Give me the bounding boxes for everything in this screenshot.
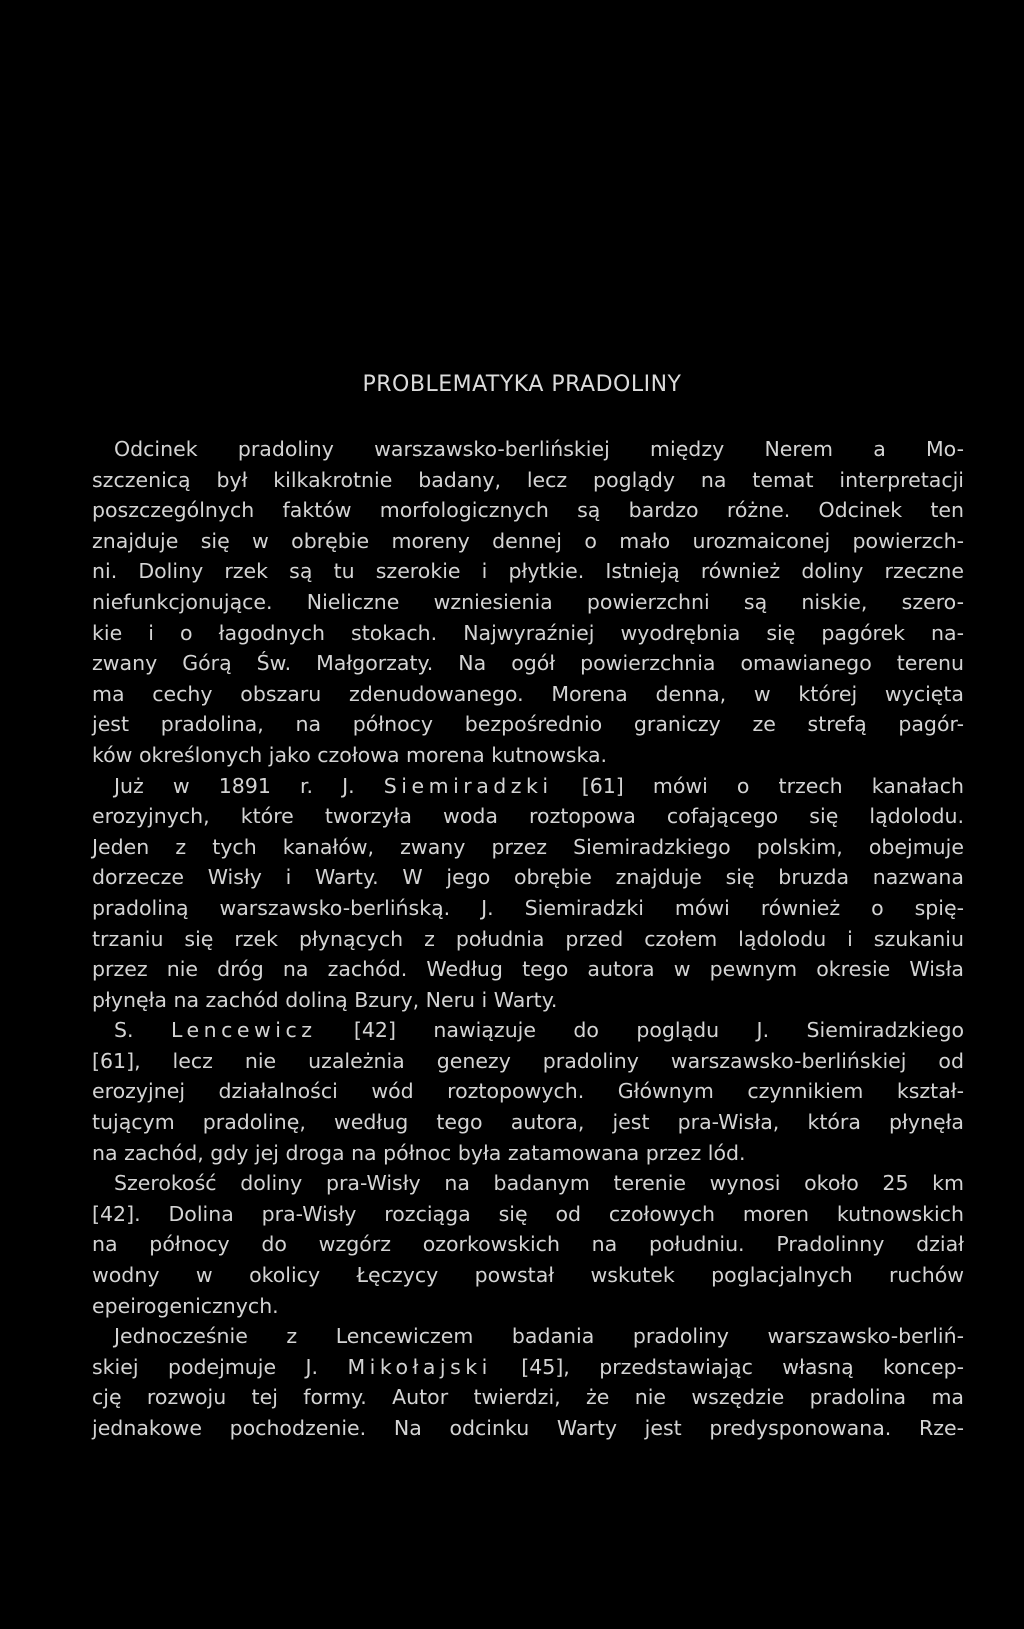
spaced-author-name: Lencewicz	[170, 1018, 317, 1043]
text-line: pradoliną warszawsko-berlińską. J. Siemiradzki mówi również o spię-	[92, 895, 964, 920]
text-line: wodny w okolicy Łęczycy powstał wskutek poglacjalnych ruchów	[92, 1263, 964, 1288]
text-segment: S.	[114, 1018, 171, 1043]
text-segment: skiej podejmuje J.	[92, 1354, 348, 1379]
text-line: ni. Doliny rzek są tu szerokie i płytkie. Istnieją również doliny rzeczne	[92, 559, 964, 584]
text-line: niefunkcjonujące. Nieliczne wzniesienia powierzchni są niskie, szero-	[92, 589, 964, 614]
text-segment: [42] nawiązuje do poglądu J. Siemiradzkiego	[316, 1018, 964, 1043]
text-line: Szerokość doliny pra-Wisły na badanym terenie wynosi około 25 km	[114, 1171, 964, 1196]
page-title: PROBLEMATYKA PRADOLINY	[362, 372, 682, 397]
spaced-author-name: Siemiradzki	[383, 773, 553, 798]
text-line: Jeden z tych kanałów, zwany przez Siemiradzkiego polskim, obejmuje	[92, 834, 964, 859]
text-line: tującym pradolinę, według tego autora, jest pra-Wisła, która płynęła	[92, 1110, 964, 1135]
text-line: erozyjnej działalności wód roztopowych. Głównym czynnikiem kształ-	[92, 1079, 964, 1104]
text-line: [61], lecz nie uzależnia genezy pradoliny warszawsko-berlińskiej od	[92, 1048, 964, 1073]
text-line: erozyjnych, które tworzyła woda roztopowa cofającego się lądolodu.	[92, 804, 964, 829]
text-line: poszczególnych faktów morfologicznych są bardzo różne. Odcinek ten	[92, 498, 964, 523]
text-line: dorzecze Wisły i Warty. W jego obrębie znajduje się bruzda nazwana	[92, 865, 964, 890]
text-line: na północy do wzgórz ozorkowskich na południu. Pradolinny dział	[92, 1232, 964, 1257]
text-line	[92, 1015, 964, 1046]
text-line: Jednocześnie z Lencewiczem badania pradoliny warszawsko-berliń-	[114, 1324, 964, 1349]
text-line: zwany Górą Św. Małgorzaty. Na ogół powierzchnia omawianego terenu	[92, 651, 964, 676]
text-segment: Już w 1891 r. J.	[114, 773, 384, 798]
text-line: przez nie dróg na zachód. Według tego autora w pewnym okresie Wisła	[92, 957, 964, 982]
text-line: jest pradolina, na północy bezpośrednio graniczy ze strefą pagór-	[92, 712, 964, 737]
text-segment: [45], przedstawiając własną koncep-	[491, 1354, 965, 1379]
text-line	[92, 771, 964, 802]
text-line: jednakowe pochodzenie. Na odcinku Warty jest predysponowana. Rze-	[92, 1416, 964, 1440]
text-segment: [61] mówi o trzech kanałach	[552, 773, 964, 798]
text-line: na zachód, gdy jej droga na północ była zatamowana przez lód.	[92, 1140, 746, 1165]
text-line	[92, 1352, 964, 1383]
text-line: płynęła na zachód doliną Bzury, Neru i Warty.	[92, 987, 558, 1012]
text-line: szczenicą był kilkakrotnie badany, lecz poglądy na temat interpretacji	[92, 467, 964, 492]
spaced-author-name: Mikołajski	[347, 1354, 492, 1379]
text-line: kie i o łagodnych stokach. Najwyraźniej wyodrębnia się pagórek na-	[92, 620, 964, 645]
text-line: epeirogenicznych.	[92, 1293, 279, 1318]
text-line: [42]. Dolina pra-Wisły rozciąga się od czołowych moren kutnowskich	[92, 1201, 964, 1226]
text-line: Odcinek pradoliny warszawsko-berlińskiej między Nerem a Mo-	[114, 437, 964, 461]
text-line: trzaniu się rzek płynących z południa przed czołem lądolodu i szukaniu	[92, 926, 964, 951]
text-line: ków określonych jako czołowa morena kutnowska.	[92, 742, 608, 767]
text-line: cję rozwoju tej formy. Autor twierdzi, że nie wszędzie pradolina ma	[92, 1385, 964, 1410]
body-text	[92, 434, 964, 1444]
text-line: znajduje się w obrębie moreny dennej o mało urozmaiconej powierzch-	[92, 528, 964, 553]
text-line: ma cechy obszaru zdenudowanego. Morena denna, w której wycięta	[92, 681, 964, 706]
